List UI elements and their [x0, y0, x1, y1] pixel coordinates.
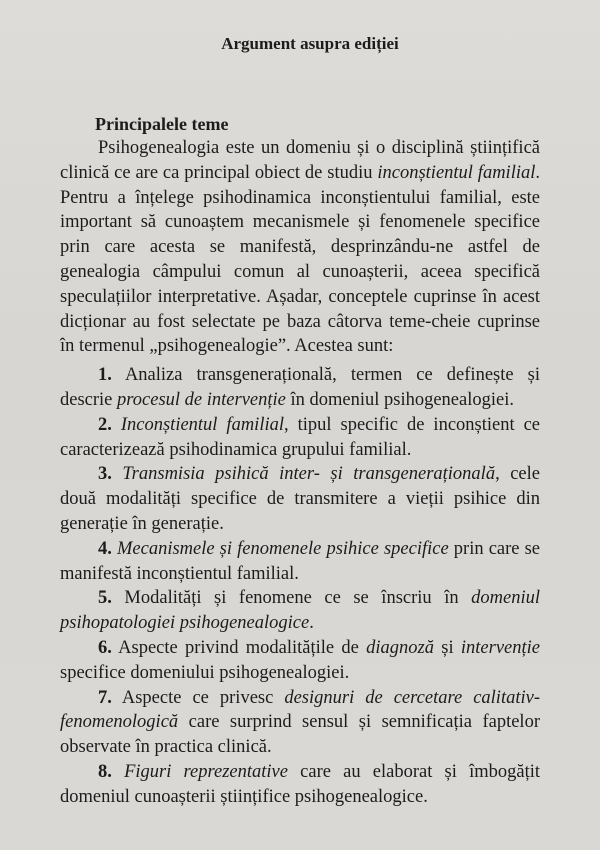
text-run: Aspecte ce privesc: [111, 687, 285, 708]
text-run: care au elaborat și îmbogățit domeniul cunoașterii științifice psihogenealogice.: [60, 761, 540, 807]
text-run: Analiza transgenerațională, termen ce definește și descrie: [60, 365, 540, 410]
text-run: .: [309, 613, 314, 634]
list-item: [60, 537, 540, 587]
text-run: în domeniul psihogenealogiei.: [285, 389, 514, 410]
text-run: , cele două modalități specifice de transmitere a vieții psihice din generație în generație.: [60, 464, 540, 534]
list-item-number: 2.: [98, 414, 112, 435]
italic-term: procesul de intervenție: [117, 389, 286, 410]
list-item: [60, 636, 540, 686]
text-run: Modalități și fenomene ce se înscriu în: [111, 588, 472, 609]
italic-term: intervenție: [460, 637, 541, 658]
italic-term: Inconștientul familial: [120, 414, 284, 435]
text-run: care surprind sensul și semnificația faptelor observate în practica clinică.: [60, 712, 540, 758]
list-item: [60, 462, 540, 536]
list-item-number: 5.: [98, 588, 112, 609]
text-run: Psihogenealogia este un domeniu și o disciplină științifică clinică ce are ca principal obiect de studiu: [60, 138, 540, 183]
section-heading: Principalele teme: [95, 114, 229, 134]
list-item: [60, 686, 540, 760]
body-text: [60, 136, 540, 810]
list-item: [60, 586, 540, 636]
text-run: . Pentru a înțelege psihodinamica inconștientului familial, este important să cunoaștem mecanismele și fenomenele specifice prin care acesta se manifestă, desprinzându-ne astfel de genealogia câmpului comun al cunoașterii, aceea specifică speculațiilor interpretative. Așadar, conceptele cuprinse în acest dicționar au fost selectate pe baza câtorva teme-cheie cuprinse în termenul „psihogenealogie”. Acestea sunt:: [60, 162, 540, 357]
text-run: [112, 762, 124, 782]
text-run: [112, 464, 123, 484]
italic-term: Figuri reprezentative: [124, 761, 288, 782]
text-run: [112, 415, 121, 435]
italic-term: designuri de cercetare calitativ-fenomenologică: [60, 687, 540, 733]
italic-term: inconștientul familial: [377, 162, 536, 183]
list-item-number: 6.: [98, 637, 112, 658]
italic-term: domeniul psihopatologiei psihogenealogice: [60, 588, 540, 634]
list-item-number: 4.: [98, 538, 112, 559]
text-run: Aspecte privind modalitățile de: [111, 637, 367, 658]
list-item: [60, 760, 540, 810]
intro-paragraph: [60, 136, 540, 359]
list-item-number: 3.: [98, 464, 112, 485]
list-item-number: 7.: [98, 687, 112, 708]
list-item: [60, 363, 540, 413]
text-run: și: [433, 637, 461, 658]
text-run: specifice domeniului psihogenealogiei.: [60, 662, 350, 683]
text-run: prin care se manifestă inconștientul familial.: [60, 538, 540, 584]
list-item: [60, 413, 540, 463]
themes-list: [60, 363, 540, 809]
italic-term: diagnoză: [366, 637, 434, 658]
list-item-number: 8.: [98, 761, 112, 782]
text-run: , tipul specific de inconștient ce caracterizează psihodinamica grupului familial.: [60, 414, 541, 460]
italic-term: Transmisia psihică inter- și transgenerațională: [122, 464, 496, 485]
page-title: Argument asupra ediției: [221, 34, 399, 53]
list-item-number: 1.: [98, 365, 112, 386]
italic-term: Mecanismele și fenomenele psihice specifice: [116, 538, 449, 559]
